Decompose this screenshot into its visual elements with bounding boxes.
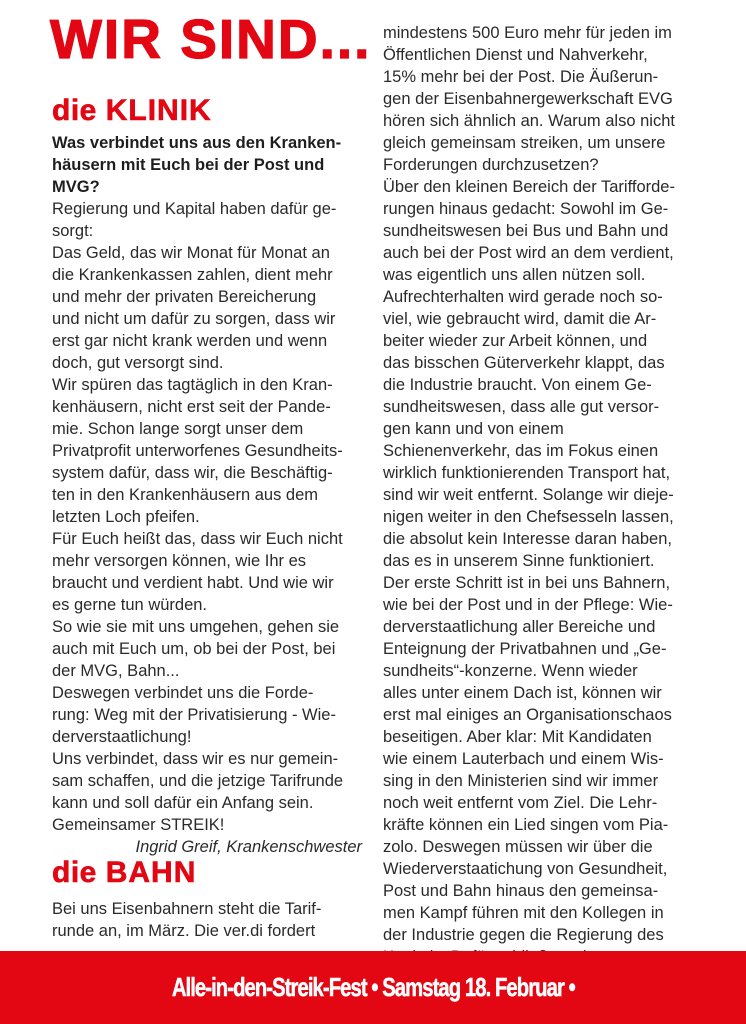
text-line: Privatprofit unterworfenes Gesundheits- [52, 442, 343, 460]
text-line: rung: Weg mit der Privatisierung - Wie- [52, 706, 336, 724]
text-line: sorgt: [52, 222, 94, 240]
text-line: das es in unserem Sinne funktioniert. [383, 552, 655, 570]
text-line: 15% mehr bei der Post. Die Äußerun- [383, 68, 659, 86]
klinik-body-text [52, 198, 372, 858]
text-line: sundheitswesen, dass alle gut versor- [383, 398, 660, 416]
text-line: sam schaffen, und die jetzige Tarifrunde [52, 772, 344, 790]
text-line: kenhäusern, nicht erst seit der Pande- [52, 398, 331, 416]
text-line: Regierung und Kapital haben dafür ge- [52, 200, 337, 218]
bahn-body-text-left [52, 898, 372, 942]
text-line: letzten Loch pfeifen. [52, 508, 200, 526]
section-heading-main: KLINIK [105, 94, 212, 127]
text-line: Für Euch heißt das, dass wir Euch nicht [52, 530, 343, 548]
text-line: derverstaatlichung aller Bereiche und [383, 618, 656, 636]
text-line: Das Geld, das wir Monat für Monat an [52, 244, 330, 262]
text-line: runde an, im März. Die ver.di fordert [52, 922, 316, 940]
text-line: mehr versorgen können, wie Ihr es [52, 552, 307, 570]
text-line: die absolut kein Interesse daran haben, [383, 530, 672, 548]
text-line: hören sich ähnlich an. Warum also nicht [383, 112, 675, 130]
text-line: wie einem Lauterbach und einem Wis- [383, 750, 664, 768]
text-line: und nicht um dafür zu sorgen, dass wir [52, 310, 336, 328]
text-line: Bei uns Eisenbahnern steht die Tarif- [52, 900, 322, 918]
text-line: auch bei der Post wird an dem verdient, [383, 244, 674, 262]
text-line: kräfte können ein Lied singen vom Pia- [383, 816, 669, 834]
text-line: erst gar nicht krank werden und wenn [52, 332, 328, 350]
banner-text: Alle-in-den-Streik-Fest • Samstag 18. Februar • [171, 972, 575, 1002]
text-line: Wir spüren das tagtäglich in den Kran- [52, 376, 333, 394]
bahn-body-text-right [383, 22, 723, 968]
text-line: viel, wie gebraucht wird, damit die Ar- [383, 310, 657, 328]
text-line: die Industrie braucht. Von einem Ge- [383, 376, 652, 394]
author-signature: Ingrid Greif, Krankenschwester [135, 838, 362, 856]
section-heading-main: BAHN [105, 856, 197, 889]
lead-line: häusern mit Euch bei der Post und [52, 156, 325, 174]
text-line: rungen hinaus gedacht: Sowohl im Ge- [383, 200, 669, 218]
text-line: Uns verbindet, dass wir es nur gemein- [52, 750, 339, 768]
text-line: mie. Schon lange sorgt unser dem [52, 420, 304, 438]
page-title: WIR SIND... [50, 8, 372, 70]
text-line: mindestens 500 Euro mehr für jeden im [383, 24, 672, 42]
text-line: auch mit Euch um, ob bei der Post, bei [52, 640, 336, 658]
text-line: doch, gut versorgt sind. [52, 354, 224, 372]
lead-line: Was verbindet uns aus den Kranken- [52, 134, 342, 152]
text-line: derverstaatlichung! [52, 728, 192, 746]
text-line: braucht und verdient habt. Und wie wir [52, 574, 334, 592]
text-line: Forderungen durchzusetzen? [383, 156, 599, 174]
text-line: und mehr der privaten Bereicherung [52, 288, 317, 306]
text-line: wirklich funktionierenden Transport hat, [383, 464, 671, 482]
text-line: Der erste Schritt ist in bei uns Bahnern, [383, 574, 671, 592]
text-line: Enteignung der Privatbahnen und „Ge- [383, 640, 667, 658]
text-line: zolo. Deswegen müssen wir über die [383, 838, 653, 856]
lead-line: MVG? [52, 178, 100, 196]
text-line: sing in den Ministerien sind wir immer [383, 772, 659, 790]
text-line: es gerne tun würden. [52, 596, 208, 614]
text-line: gen kann und von einem [383, 420, 564, 438]
text-line: sundheits“-konzerne. Wenn wieder [383, 662, 638, 680]
text-line: der Industrie gegen die Regierung des [383, 926, 664, 944]
text-line: system dafür, dass wir, die Beschäftig- [52, 464, 333, 482]
text-line: erst mal einiges an Organisationschaos [383, 706, 672, 724]
text-line: beiter wieder zur Arbeit können, und [383, 332, 648, 350]
text-line: die Krankenkassen zahlen, dient mehr [52, 266, 333, 284]
text-line: alles unter einem Dach ist, können wir [383, 684, 662, 702]
text-line: Deswegen verbindet uns die Forde- [52, 684, 314, 702]
section-heading-prefix: die [52, 856, 97, 889]
text-line: das bisschen Güterverkehr klappt, das [383, 354, 665, 372]
text-line: ten in den Krankenhäusern aus dem [52, 486, 319, 504]
text-line: beseitigen. Aber klar: Mit Kandidaten [383, 728, 652, 746]
text-line: gen der Eisenbahnergewerkschaft EVG [383, 90, 673, 108]
section-heading-klinik [52, 96, 212, 126]
text-line: was eigentlich uns allen nützen soll. [383, 266, 646, 284]
event-banner [0, 951, 746, 1024]
section-heading-bahn [52, 858, 196, 888]
text-line: Post und Bahn hinaus den gemeinsa- [383, 882, 659, 900]
text-line: der MVG, Bahn... [52, 662, 180, 680]
text-line: So wie sie mit uns umgehen, gehen sie [52, 618, 340, 636]
text-line: sundheitswesen bei Bus und Bahn und [383, 222, 669, 240]
section-heading-prefix: die [52, 94, 97, 127]
text-line: kann und soll dafür ein Anfang sein. [52, 794, 314, 812]
klinik-lead-question [52, 132, 372, 198]
text-line: gleich gemeinsam streiken, um unsere [383, 134, 666, 152]
text-line: men Kampf führen mit den Kollegen in [383, 904, 664, 922]
text-line: Aufrechterhalten wird gerade noch so- [383, 288, 663, 306]
text-line: wie bei der Post und in der Pflege: Wie- [383, 596, 673, 614]
text-line: noch weit entfernt vom Ziel. Die Lehr- [383, 794, 658, 812]
text-line: Wiederverstaatichung von Gesundheit, [383, 860, 668, 878]
text-line: Öffentlichen Dienst und Nahverkehr, [383, 46, 648, 64]
text-line: Schienenverkehr, das im Fokus einen [383, 442, 659, 460]
text-line: sind wir weit entfernt. Solange wir dieje- [383, 486, 674, 504]
text-line: nigen weiter in den Chefsesseln lassen, [383, 508, 674, 526]
text-line: Über den kleinen Bereich der Tarifforde- [383, 178, 675, 196]
text-line: Gemeinsamer STREIK! [52, 816, 225, 834]
